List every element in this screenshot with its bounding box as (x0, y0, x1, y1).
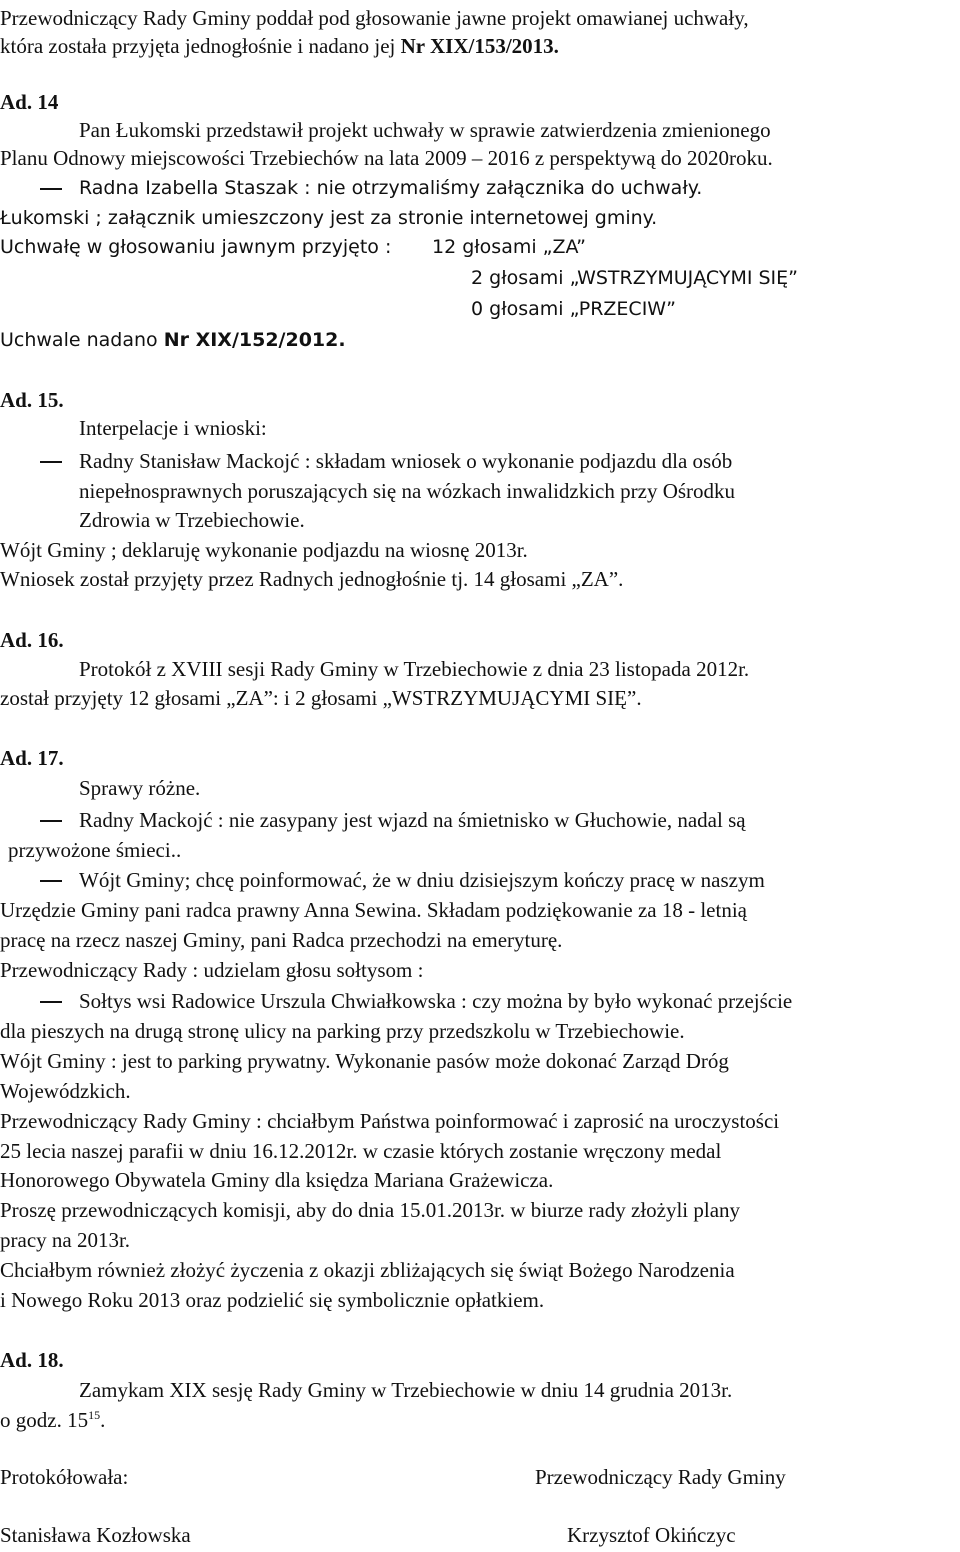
ad14-number-line (0, 326, 346, 354)
ad14-line-2: Planu Odnowy miejscowości Trzebiechów na lata 2009 – 2016 z perspektywą do 2020roku. (0, 146, 773, 170)
signature-left-label: Protokółowała: (0, 1465, 129, 1489)
ad17-line-15: pracy na 2013r. (0, 1228, 131, 1252)
ad18-time-text: o godz. 15 (0, 1408, 89, 1432)
ad14-vote-label: Uchwałę w głosowaniu jawnym przyjęto : (0, 236, 392, 258)
signature-right-label: Przewodniczący Rady Gminy (535, 1465, 786, 1489)
bullet-dash (40, 188, 62, 190)
bullet-dash (40, 461, 62, 463)
intro-line-1: Przewodniczący Rady Gminy poddał pod głosowanie jawne projekt omawianej uchwały, (0, 6, 749, 30)
intro-line-2 (0, 32, 559, 60)
ad15-bullet-1-line-2: niepełnosprawnych poruszających się na wózkach inwalidzkich przy Ośrodku (79, 479, 736, 503)
ad14-vote-abstain: 2 głosami „WSTRZYMUJĄCYMI SIĘ” (471, 267, 799, 289)
ad17-line-14: Proszę przewodniczących komisji, aby do dnia 15.01.2013r. w biurze rady złożyli plany (0, 1198, 741, 1222)
ad18-time-end: . (100, 1408, 106, 1432)
ad15-line-5: Wniosek został przyjęty przez Radnych jednogłośnie tj. 14 głosami „ZA”. (0, 567, 624, 591)
ad15-bullet-1-line-3: Zdrowia w Trzebiechowie. (79, 508, 305, 532)
intro-line-2-text: która została przyjęta jednogłośnie i nadano jej (0, 34, 401, 58)
ad17-bullet-1-line-2: przywożone śmieci.. (8, 838, 182, 862)
ad17-bullet-3-line-1: Sołtys wsi Radowice Urszula Chwiałkowska : czy można by było wykonać przejście (79, 989, 793, 1013)
ad16-line-2: został przyjęty 12 głosami „ZA”: i 2 głosami „WSTRZYMUJĄCYMI SIĘ”. (0, 686, 642, 710)
ad14-line-4: Łukomski ; załącznik umieszczony jest za stronie internetowej gminy. (0, 207, 658, 229)
ad15-title: Interpelacje i wnioski: (79, 416, 267, 440)
ad14-vote-against: 0 głosami „PRZECIW” (471, 298, 676, 320)
ad18-time-line (0, 1406, 105, 1434)
ad17-line-13: Honorowego Obywatela Gminy dla księdza Mariana Grażewicza. (0, 1168, 554, 1192)
ad14-heading: Ad. 14 (0, 90, 59, 114)
ad17-bullet-2-line-3: pracę na rzecz naszej Gminy, pani Radca przechodzi na emeryturę. (0, 928, 563, 952)
ad18-heading: Ad. 18. (0, 1348, 64, 1372)
ad15-line-4: Wójt Gminy ; deklaruję wykonanie podjazdu na wiosnę 2013r. (0, 538, 528, 562)
bullet-dash (40, 1001, 62, 1003)
ad17-title: Sprawy różne. (79, 776, 201, 800)
ad18-time-minutes: 15 (88, 1408, 101, 1422)
ad17-bullet-2-line-1: Wójt Gminy; chcę poinformować, że w dniu dzisiejszym kończy pracę w naszym (79, 868, 765, 892)
ad17-line-9: Wójt Gminy : jest to parking prywatny. Wykonanie pasów może dokonać Zarząd Dróg (0, 1049, 729, 1073)
resolution-number-153: Nr XIX/153/2013. (400, 34, 559, 58)
ad17-line-10: Wojewódzkich. (0, 1079, 131, 1103)
ad15-bullet-1-line-1: Radny Stanisław Mackojć : składam wniosek o wykonanie podjazdu dla osób (79, 449, 733, 473)
ad17-bullet-1-line-1: Radny Mackojć : nie zasypany jest wjazd na śmietnisko w Głuchowie, nadal są (79, 808, 746, 832)
ad17-line-6: Przewodniczący Rady : udzielam głosu sołtysom : (0, 958, 424, 982)
resolution-number-152: Nr XIX/152/2012. (163, 329, 346, 351)
ad17-bullet-3-line-2: dla pieszych na drugą stronę ulicy na parking przy przedszkolu w Trzebiechowie. (0, 1019, 685, 1043)
bullet-dash (40, 880, 62, 882)
ad18-line-1: Zamykam XIX sesję Rady Gminy w Trzebiechowie w dniu 14 grudnia 2013r. (79, 1378, 733, 1402)
ad17-line-11: Przewodniczący Rady Gminy : chciałbym Państwa poinformować i zaprosić na uroczystości (0, 1109, 780, 1133)
ad15-heading: Ad. 15. (0, 388, 64, 412)
ad14-vote-for: 12 głosami „ZA” (432, 236, 587, 258)
ad16-heading: Ad. 16. (0, 628, 64, 652)
signature-left-name: Stanisława Kozłowska (0, 1523, 191, 1547)
bullet-dash (40, 820, 62, 822)
ad14-bullet-1: Radna Izabella Staszak : nie otrzymaliśmy załącznika do uchwały. (79, 177, 703, 199)
ad14-line-1: Pan Łukomski przedstawił projekt uchwały w sprawie zatwierdzenia zmienionego (79, 118, 771, 142)
ad14-number-text: Uchwale nadano (0, 329, 164, 351)
ad17-line-17: i Nowego Roku 2013 oraz podzielić się symbolicznie opłatkiem. (0, 1288, 545, 1312)
signature-right-name: Krzysztof Okińczyc (567, 1523, 736, 1547)
ad16-line-1: Protokół z XVIII sesji Rady Gminy w Trzebiechowie z dnia 23 listopada 2012r. (79, 657, 750, 681)
ad17-line-16: Chciałbym również złożyć życzenia z okazji zbliżających się świąt Bożego Narodzenia (0, 1258, 735, 1282)
ad17-heading: Ad. 17. (0, 746, 64, 770)
ad17-line-12: 25 lecia naszej parafii w dniu 16.12.2012r. w czasie których zostanie wręczony medal (0, 1139, 722, 1163)
ad17-bullet-2-line-2: Urzędzie Gminy pani radca prawny Anna Sewina. Składam podziękowanie za 18 - letnią (0, 898, 747, 922)
